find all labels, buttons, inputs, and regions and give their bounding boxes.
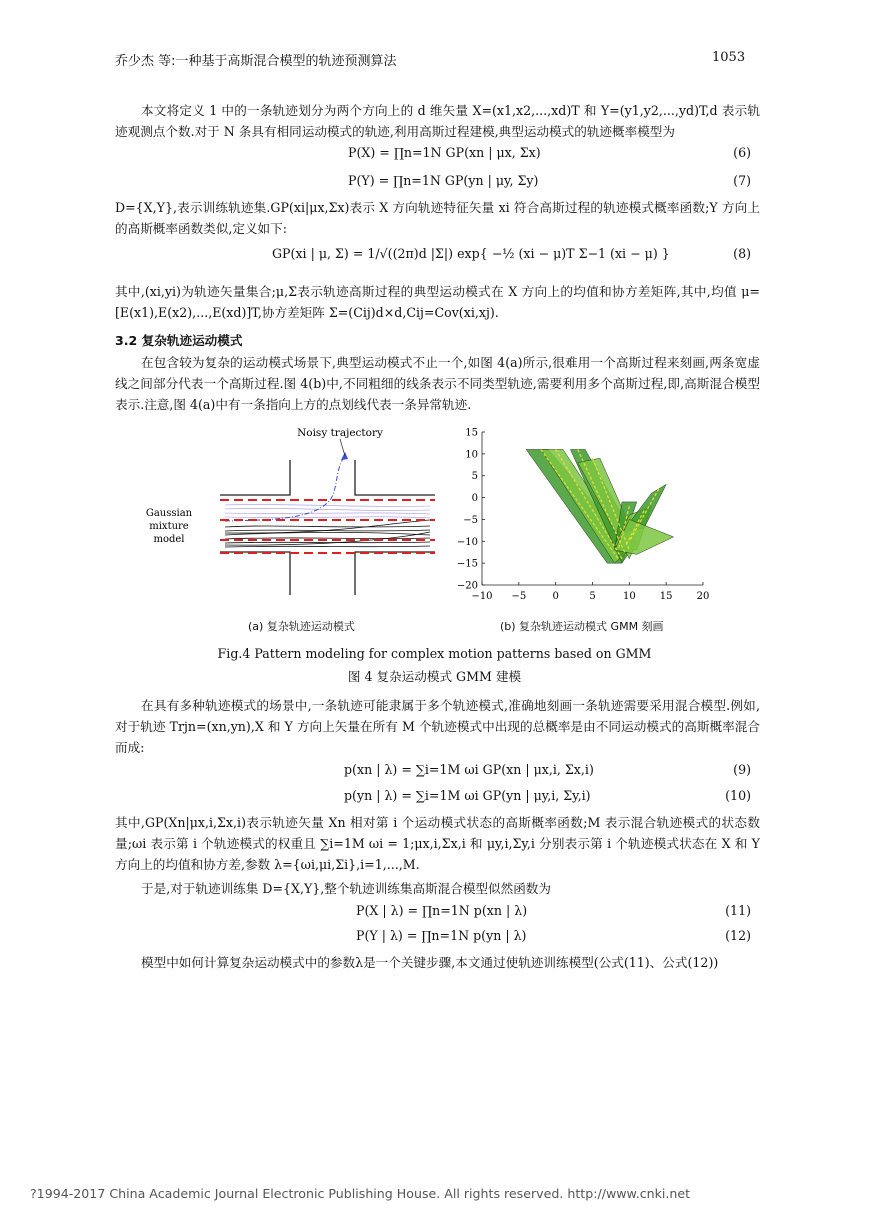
equation-6: P(X) = ∏n=1N GP(xn | μx, Σx)	[348, 145, 541, 160]
y-tick-label-5: −10	[456, 536, 478, 548]
equation-8: GP(xi | μ, Σ) = 1/√((2π)d |Σ|) exp{ −½ (xi − μ)T Σ−1 (xi − μ) }	[272, 246, 670, 261]
paragraph-5: 在具有多种轨迹模式的场景中,一条轨迹可能隶属于多个轨迹模式,准确地刻画一条轨迹需要采用混合模型.例如,对于轨迹 Trjn=(xn,yn),X 和 Y 方向上矢量在所有 M 个轨迹模式中出现的总概率是由不同运动模式的高斯概率混合而成:	[115, 698, 760, 755]
footer-copyright: ?1994-2017 China Academic Journal Electronic Publishing House. All rights reserved. http://www.cnki.net	[30, 1186, 691, 1201]
noisy-label-leader	[340, 439, 345, 456]
equation-11-number: (11)	[725, 903, 751, 918]
y-tick-label-7: −20	[456, 580, 478, 592]
noisy-trajectory-line	[225, 456, 345, 521]
paragraph-6: 其中,GP(Xn|μx,i,Σx,i)表示轨迹矢量 Xn 相对第 i 个运动模式状态的高斯概率函数;M 表示混合轨迹模式的状态数量;ωi 表示第 i 个轨迹模式的权重且 ∑i=1M ωi = 1;μx,i,Σx,i 和 μy,i,Σy,i 分别表示第 i 个轨迹模式状态在 X 和 Y 方向上的均值和协方差,参数 λ={ωi,μi,Σi},i=1,...,M.	[115, 815, 760, 872]
gmm-label-line-3: model	[153, 534, 185, 545]
y-tick-label-1: 10	[465, 449, 478, 461]
section-title: 3.2 复杂轨迹运动模式	[115, 333, 243, 348]
gmm-label-line-2: mixture	[149, 521, 189, 532]
equation-8-number: (8)	[733, 246, 751, 261]
page-number: 1053	[712, 50, 746, 65]
gmm-label-line-1: Gaussian	[145, 508, 193, 519]
caption-a: (a) 复杂轨迹运动模式	[248, 620, 355, 633]
figure-4a	[140, 420, 445, 620]
noisy-trajectory-label: Noisy trajectory	[297, 427, 383, 439]
equation-10-number: (10)	[725, 788, 751, 803]
equation-7-number: (7)	[733, 173, 751, 188]
trajectory-lines	[225, 520, 430, 547]
x-tick-label-6: 20	[696, 591, 710, 602]
equation-9: p(xn | λ) = ∑i=1M ωi GP(xn | μx,i, Σx,i)	[344, 762, 594, 777]
paragraph-1: 本文将定义 1 中的一条轨迹划分为两个方向上的 d 维矢量 X=(x1,x2,...,xd)T 和 Y=(y1,y2,...,yd)T,d 表示轨迹观测点个数.对于 N 条具有相同运动模式的轨迹,利用高斯过程建模,典型运动模式的轨迹概率模型为	[115, 103, 760, 139]
x-tick-label-1: −5	[511, 591, 527, 602]
light-trajectory-lines	[225, 505, 430, 518]
x-tick-label-0: −10	[471, 591, 493, 602]
caption-b: (b) 复杂轨迹运动模式 GMM 刻画	[500, 620, 664, 633]
equation-11: P(X | λ) = ∏n=1N p(xn | λ)	[356, 903, 528, 918]
x-tick-label-2: 0	[552, 591, 559, 602]
paragraph-4: 在包含较为复杂的运动模式场景下,典型运动模式不止一个,如图 4(a)所示,很难用一个高斯过程来刻画,两条宽虚线之间部分代表一个高斯过程.图 4(b)中,不同粗细的线条表示不同类型轨迹,需要利用多个高斯过程,即,高斯混合模型表示.注意,图 4(a)中有一条指向上方的点划线代表一条异常轨迹.	[115, 355, 760, 412]
y-tick-label-6: −15	[456, 558, 478, 570]
x-tick-label-5: 15	[659, 591, 673, 602]
y-tick-label-0: 15	[465, 427, 478, 439]
paragraph-8: 模型中如何计算复杂运动模式中的参数λ是一个关键步骤,本文通过使轨迹训练模型(公式(11)、公式(12))	[141, 955, 719, 970]
equation-10: p(yn | λ) = ∑i=1M ωi GP(yn | μy,i, Σy,i)	[344, 788, 591, 803]
y-tick-label-2: 5	[471, 471, 478, 483]
corridor-walls	[220, 460, 435, 595]
equation-9-number: (9)	[733, 762, 751, 777]
equation-12: P(Y | λ) = ∏n=1N p(yn | λ)	[356, 928, 527, 943]
y-tick-label-3: 0	[471, 493, 478, 505]
equation-12-number: (12)	[725, 928, 751, 943]
figure-4b-chart	[440, 420, 720, 610]
x-tick-label-4: 10	[622, 591, 636, 602]
figure-caption-en: Fig.4 Pattern modeling for complex motion patterns based on GMM	[217, 646, 652, 661]
figure-caption-cn: 图 4 复杂运动模式 GMM 建模	[347, 669, 522, 684]
paragraph-7: 于是,对于轨迹训练集 D={X,Y},整个轨迹训练集高斯混合模型似然函数为	[141, 881, 551, 896]
equation-7: P(Y) = ∏n=1N GP(yn | μy, Σy)	[348, 173, 539, 188]
paragraph-2: D={X,Y},表示训练轨迹集.GP(xi|μx,Σx)表示 X 方向轨迹特征矢量 xi 符合高斯过程的轨迹模式概率函数;Y 方向上的高斯概率函数类似,定义如下:	[115, 200, 760, 236]
paragraph-3: 其中,(xi,yi)为轨迹矢量集合;μ,Σ表示轨迹高斯过程的典型运动模式在 X 方向上的均值和协方差矩阵,其中,均值 μ=[E(x1),E(x2),...,E(xd)]T,协方差矩阵 Σ=(Cij)d×d,Cij=Cov(xi,xj).	[115, 284, 760, 320]
y-tick-label-4: −5	[463, 514, 478, 526]
running-title: 乔少杰 等:一种基于高斯混合模型的轨迹预测算法	[115, 54, 397, 69]
equation-6-number: (6)	[733, 145, 751, 160]
x-tick-label-3: 5	[589, 591, 596, 602]
